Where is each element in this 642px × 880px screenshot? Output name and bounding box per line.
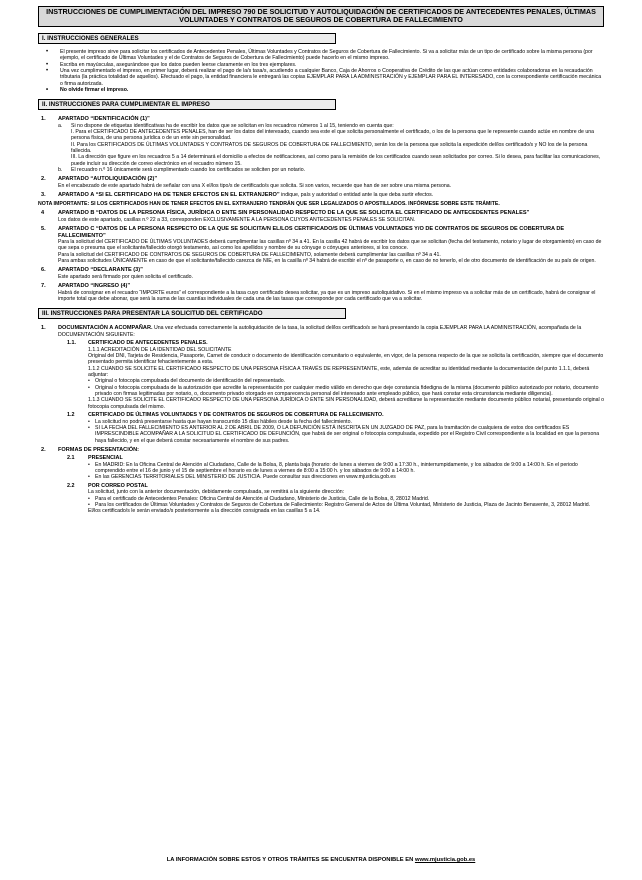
bullet-text: El presente impreso sirve para solicitar los certificados de Antecedentes Penales, Últimas Voluntades y Contratos de Seguros de Cobertura de Fallecimiento. Si va a solicitar más de un tipo de certificado sobre la misma persona (por ejemplo, el certificado de Últimas Voluntades y el de Contratos de Seguros de Cobertura de Fallecimiento) puede hacerlo en el mismo impreso. <box>60 48 593 62</box>
bullet-icon: • <box>88 378 90 385</box>
bullet-icon: • <box>88 424 90 431</box>
general-instructions-list <box>38 49 604 93</box>
footer-text: LA INFORMACIÓN SOBRE ESTOS Y OTROS TRÁMITES SE ENCUENTRA DISPONIBLE EN <box>166 857 414 863</box>
bullet-text: Original o fotocopia compulsada del documento de identificación del representado. <box>95 378 286 385</box>
sub-item-label: a. <box>58 122 63 129</box>
subsection-ultimas-voluntades <box>58 412 604 444</box>
item-title: APARTADO “AUTOLIQUIDACIÓN (2)” <box>58 176 158 183</box>
bullet-icon: • <box>88 418 90 425</box>
subsection-title: POR CORREO POSTAL <box>88 482 148 489</box>
bullet-text: No olvide firmar el impreso. <box>60 86 129 93</box>
sub-item-a <box>58 123 604 167</box>
bullet-text: Una vez cumplimentado el impreso, en primer lugar, deberá realizar el pago de la/s tasa/s, acudiendo a cualquier Banco, Caja de Ahorros o Cooperativa de Crédito de las que actúan como entidades colaboradoras en la recaudación tributaria (la práctica totalidad de aquellos). Efectuado el pago, la entidad financiera le entregará las copias EJEMPLAR PARA LA ADMINISTRACIÓN y EJEMPLAR PARA EL INTERESADO, con la correspondiente certificación mecánica o firma autorizada. <box>60 67 602 87</box>
clause-text: 1.1.2 CUANDO SE SOLICITE EL CERTIFICADO RESPECTO DE UNA PERSONA FÍSICA A TRAVÉS DE REPRESENTANTE, este, además de acreditar su identidad mediante la documentación del punto 1.1.1, deberá adjuntar: <box>88 365 590 379</box>
item-number: 2. <box>41 176 46 183</box>
important-note: NOTA IMPORTANTE: SI LOS CERTIFICADOS HAN DE TENER EFECTOS EN EL EXTRANJERO TENDRÁN QUE SER LEGALIZADOS O APOSTILLADOS. INFÓRMESE SOBRE ESTE TRÁMITE. <box>38 200 500 207</box>
bullet-icon: • <box>88 495 90 502</box>
bullet-icon: • <box>46 86 49 93</box>
subsection-title: PRESENCIAL <box>88 455 123 462</box>
bullet-icon: • <box>46 48 49 55</box>
list-item <box>88 462 604 475</box>
item-text: indique, país y autoridad o entidad ante la que deba surtir efectos. <box>281 192 434 199</box>
document-title: INSTRUCCIONES DE CUMPLIMENTACIÓN DEL IMPRESO 790 DE SOLICITUD Y AUTOLIQUIDACIÓN DE CERTIFICADOS DE ANTECEDENTES PENALES, ÚLTIMAS VOLUNTADES Y CONTRATOS DE SEGUROS DE COBERTURA DE FALLECIMIENTO <box>38 6 604 27</box>
list-item <box>88 474 604 480</box>
bullet-icon: • <box>88 461 90 468</box>
footer-link[interactable]: www.mjusticia.gob.es <box>414 857 476 863</box>
sub-item-text: El recuadro n.º 16 únicamente será cumplimentado cuando los certificados se soliciten por un notario. <box>71 167 306 174</box>
item-identificacion <box>38 116 604 173</box>
item-number: 2. <box>41 446 46 453</box>
sub-item-b <box>58 167 604 173</box>
section-heading-general: I. INSTRUCCIONES GENERALES <box>38 33 336 44</box>
item-documentacion <box>38 325 604 443</box>
item-autoliquidacion <box>38 176 604 189</box>
clause-text: El/los certificado/s le serán enviado/s posteriormente a la dirección consignada en las casillas 5 a 14. <box>88 508 321 515</box>
bullet-icon: • <box>88 501 90 508</box>
clause-iii: III. La dirección que figure en los recuadros 5 a 14 determinará el domicilio a efectos de notificaciones, así como para la remisión de los certificados cuando sean solicitados por correo. Si lo desea, para facilitar las comunicaciones, puede incluir su dirección de correo electrónico en el recuadro número 15. <box>71 154 601 167</box>
clause-text: La solicitud, junto con la anterior documentación, debidamente compulsada, se remitirá a la siguiente dirección: <box>88 489 345 496</box>
item-title: APARTADO C “DATOS DE LA PERSONA RESPECTO DE LA QUE SE SOLICITA/N EL/LOS CERTIFICADO/S DE ÚLTIMAS VOLUNTADES Y/O DE CONTRATOS DE SEGUROS DE COBERTURA DE FALLECIMIENTO” <box>58 226 565 239</box>
bullet-text: Para el certificado de Antecedentes Penales: Oficina Central de Atención al Ciudadano, Ministerio de Justicia, Calle de la Bolsa, 8, 28012 Madrid. <box>95 495 430 502</box>
item-number: 1. <box>41 116 46 123</box>
item-text: Para la solicitud del CERTIFICADO DE CONTRATOS DE SEGUROS DE COBERTURA DE FALLECIMIENTO, solamente deberá cumplimentar las casillas nº 34 a 41. <box>58 251 441 258</box>
item-number: 5. <box>41 226 46 232</box>
bullet-icon: • <box>46 67 49 74</box>
bullet-icon: • <box>88 474 90 481</box>
bullet-icon: • <box>46 61 49 68</box>
item-apartado-b <box>38 210 604 223</box>
bullet-text: SI LA FECHA DEL FALLECIMIENTO ES ANTERIOR AL 2 DE ABRIL DE 2009, O LA DEFUNCIÓN ESTÁ INSCRITA EN UN JUZGADO DE PAZ, para la tramitación de cualquiera de estos dos certificados ES IMPRESCINDIBLE ACOMPAÑAR A LA SOLICITUD EL CERTIFICADO DE DEFUNCIÓN, que habrá de ser original o fotocopia compulsada, expedido por el Registro Civil correspondiente a la localidad en que la persona haya fallecido, y en el que deberá constar necesariamente el nombre de sus padres. <box>95 424 600 444</box>
subsection-title: CERTIFICADO DE ÚLTIMAS VOLUNTADES Y DE CONTRATOS DE SEGUROS DE COBERTURA DE FALLECIMIENTO. <box>88 412 384 419</box>
item-formas-presentacion <box>38 447 604 515</box>
subsection-title: CERTIFICADO DE ANTECEDENTES PENALES. <box>88 340 208 347</box>
item-title: FORMAS DE PRESENTACIÓN: <box>58 446 140 453</box>
section-heading-fill-form: II. INSTRUCCIONES PARA CUMPLIMENTAR EL IMPRESO <box>38 99 336 110</box>
item-number: 1. <box>41 325 46 332</box>
subsection-antecedentes <box>58 340 604 410</box>
item-ingreso <box>38 283 604 302</box>
bullet-text: En MADRID: En la Oficina Central de Atención al Ciudadano, Calle de la Bolsa, 8, planta baja (horario: de lunes a viernes de 9:00 a 17:30 h., ininterrumpidamente, y los sábados de 9:00 a 14:00 h. En el periodo comprendido entre el 16 de junio y el 15 de septiembre el horario es de lunes a viernes de 8:00 a 15:00 h. y los sábados de 9:00 a 14:00 h. <box>95 461 578 475</box>
item-apartado-c <box>38 226 604 264</box>
section-heading-submit: III. INSTRUCCIONES PARA PRESENTAR LA SOLICITUD DEL CERTIFICADO <box>38 308 346 319</box>
subsection-number: 1.1. <box>67 340 76 347</box>
bullet-icon: • <box>88 384 90 391</box>
item-text: Una vez efectuada correctamente la autoliquidación de la tasa, la solicitud del/los certificado/s se hará presentando la copia EJEMPLAR PARA LA ADMINISTRACIÓN, acompañada de la DOCUMENTACIÓN SIGUIENTE: <box>58 325 582 338</box>
list-item <box>88 385 604 398</box>
item-text: Para ambas solicitudes ÚNICAMENTE en caso de que el solicitante/fallecido carezca de NIE, en la casilla nº 34 habrá de escribir el nº de pasaporte o, en caso de no tenerlo, el de otro documento de identificación de su país de origen. <box>58 258 596 265</box>
subsection-presencial <box>58 455 604 480</box>
subsection-number: 2.2 <box>67 482 75 489</box>
bullet-text: Para los certificados de Últimas Voluntades y Contratos de Seguros de Cobertura de Fallecimiento: Registro General de Actos de Última Voluntad, Ministerio de Justicia, Plaza de Jacinto Benavente, 3, 28012 Madrid. <box>95 501 591 508</box>
item-text: Este apartado será firmado por quien solicita el certificado. <box>58 273 193 280</box>
item-number: 7. <box>41 283 46 290</box>
item-extranjero <box>38 192 604 199</box>
clause-text: Original del DNI, Tarjeta de Residencia, Pasaporte, Carnet de conducir o documento de identificación comunitario o equivalente, en vigor, de la persona respecto de la que se solicita la certificación, siempre que el documento presentado permita identificar fehacientemente a esta. <box>88 353 604 366</box>
clause-ii: II. Para los CERTIFICADOS DE ÚLTIMAS VOLUNTADES Y CONTRATOS DE SEGUROS DE COBERTURA DE FALLECIMIENTO, serán los de la persona que solicita la expedición del/los certificado/s y NO los de la persona fallecida. <box>71 141 588 155</box>
list-item <box>88 502 604 508</box>
footer-info <box>0 857 642 863</box>
list-item <box>88 425 604 444</box>
list-item <box>38 68 604 87</box>
bullet-text: Original o fotocopia compulsada de la autorización que acredite la representación por cualquier medio válido en derecho que deje constancia fidedigna de la misma (documento público autorizado por notario, documento privado con firmas legitimadas por notario, o, documento privado otorgado en comparecencia personal del interesado ante empleado público, que hará constar esta circunstancia mediante diligencia). <box>95 384 599 398</box>
subsection-number: 1.2 <box>67 412 75 419</box>
item-title: APARTADO A “SI EL CERTIFICADO HA DE TENER EFECTOS EN EL EXTRANJERO” <box>58 192 280 199</box>
item-text: En el encabezado de este apartado habrá de señalar con una X el/los tipo/s de certificado/s que solicita. Si son varios, recuerde que han de ser sobre una misma persona. <box>58 182 452 189</box>
bullet-text: Escriba en mayúsculas, asegurándose que los datos pueden leerse claramente en los tres ejemplares. <box>60 61 297 68</box>
item-title: DOCUMENTACIÓN A ACOMPAÑAR. <box>58 325 153 332</box>
bullet-text: En las GERENCIAS TERRITORIALES DEL MINISTERIO DE JUSTICIA. Puede consultar sus direcciones en www.mjusticia.gob.es <box>95 474 396 481</box>
clause-label: 1.1.1 ACREDITACIÓN DE LA IDENTIDAD DEL SOLICITANTE <box>88 346 232 353</box>
clause-i: I. Para el CERTIFICADO DE ANTECEDENTES PENALES, han de ser los datos del interesado, cuando sea este el que solicita personalmente el certificado, o los de la persona que le represente cuando actúe en nombre de una persona física, de una persona jurídica o de un ente sin personalidad. <box>71 129 594 142</box>
item-text: Para la solicitud del CERTIFICADO DE ÚLTIMAS VOLUNTADES deberá cumplimentar las casillas nº 34 a 41. En la casilla 42 habrá de escribir los datos que se solicitan (fecha del testamento, notario y lugar de otorgamiento) en caso de que sepa o presuma que el solicitante/fallecido otorgó testamento, así como los apellidos y nombre de su cónyuge o cónyuges anteriores, si los conoce. <box>58 239 602 252</box>
item-title: APARTADO “DECLARANTE (3)” <box>58 267 143 274</box>
item-number: 3. <box>41 192 46 199</box>
item-number: 6. <box>41 267 46 274</box>
item-text: Los datos de este apartado, casillas n.º 22 a 33, corresponden EXCLUSIVAMENTE A LA PERSONA CUYOS ANTECEDENTES PENALES SE SOLICITAN. <box>58 216 416 223</box>
item-title: APARTADO “IDENTIFICACIÓN (1)” <box>58 116 150 123</box>
clause-text: 1.1.3 CUANDO SE SOLICITE EL CERTIFICADO RESPECTO DE UNA PERSONA JURÍDICA O ENTE SIN PERSONALIDAD, deberá acreditarse la representación mediante documento público notarial, presentando original o fotocopia compulsada del mismo. <box>88 397 604 410</box>
subsection-number: 2.1 <box>67 455 75 462</box>
item-number: 4 <box>41 210 45 217</box>
item-declarante <box>38 267 604 280</box>
subsection-correo-postal <box>58 483 604 515</box>
item-text: Habrá de consignar en el recuadro “IMPORTE euros” el correspondiente a la tasa cuyo certificado desea solicitar, ya que es un impreso autoliquidativo. Si en el mismo impreso va a solicitar más de un certificado, habrá de consignar el importe total que debe abonar, que será la suma de las cuantías individuales de cada una de las tasas que corresponde por cada certificado que va a solicitar. <box>58 289 596 303</box>
document-page <box>38 6 604 515</box>
item-title: APARTADO “INGRESO (4)” <box>58 283 131 290</box>
sub-item-text: Si no dispone de etiquetas identificativas ha de escribir los datos que se solicitan en los recuadros números 1 al 15, teniendo en cuenta que: <box>71 122 394 129</box>
item-title: APARTADO B “DATOS DE LA PERSONA FÍSICA, JURÍDICA O ENTE SIN PERSONALIDAD RESPECTO DE LA QUE SE SOLICITA EL CERTIFICADO DE ANTECEDENTES PENALES” <box>58 210 530 217</box>
list-item <box>38 49 604 62</box>
sub-item-label: b. <box>58 167 63 174</box>
list-item <box>38 87 604 93</box>
bullet-text: La solicitud no podrá presentarse hasta que hayan transcurrido 15 días hábiles desde la fecha del fallecimiento. <box>95 418 352 425</box>
